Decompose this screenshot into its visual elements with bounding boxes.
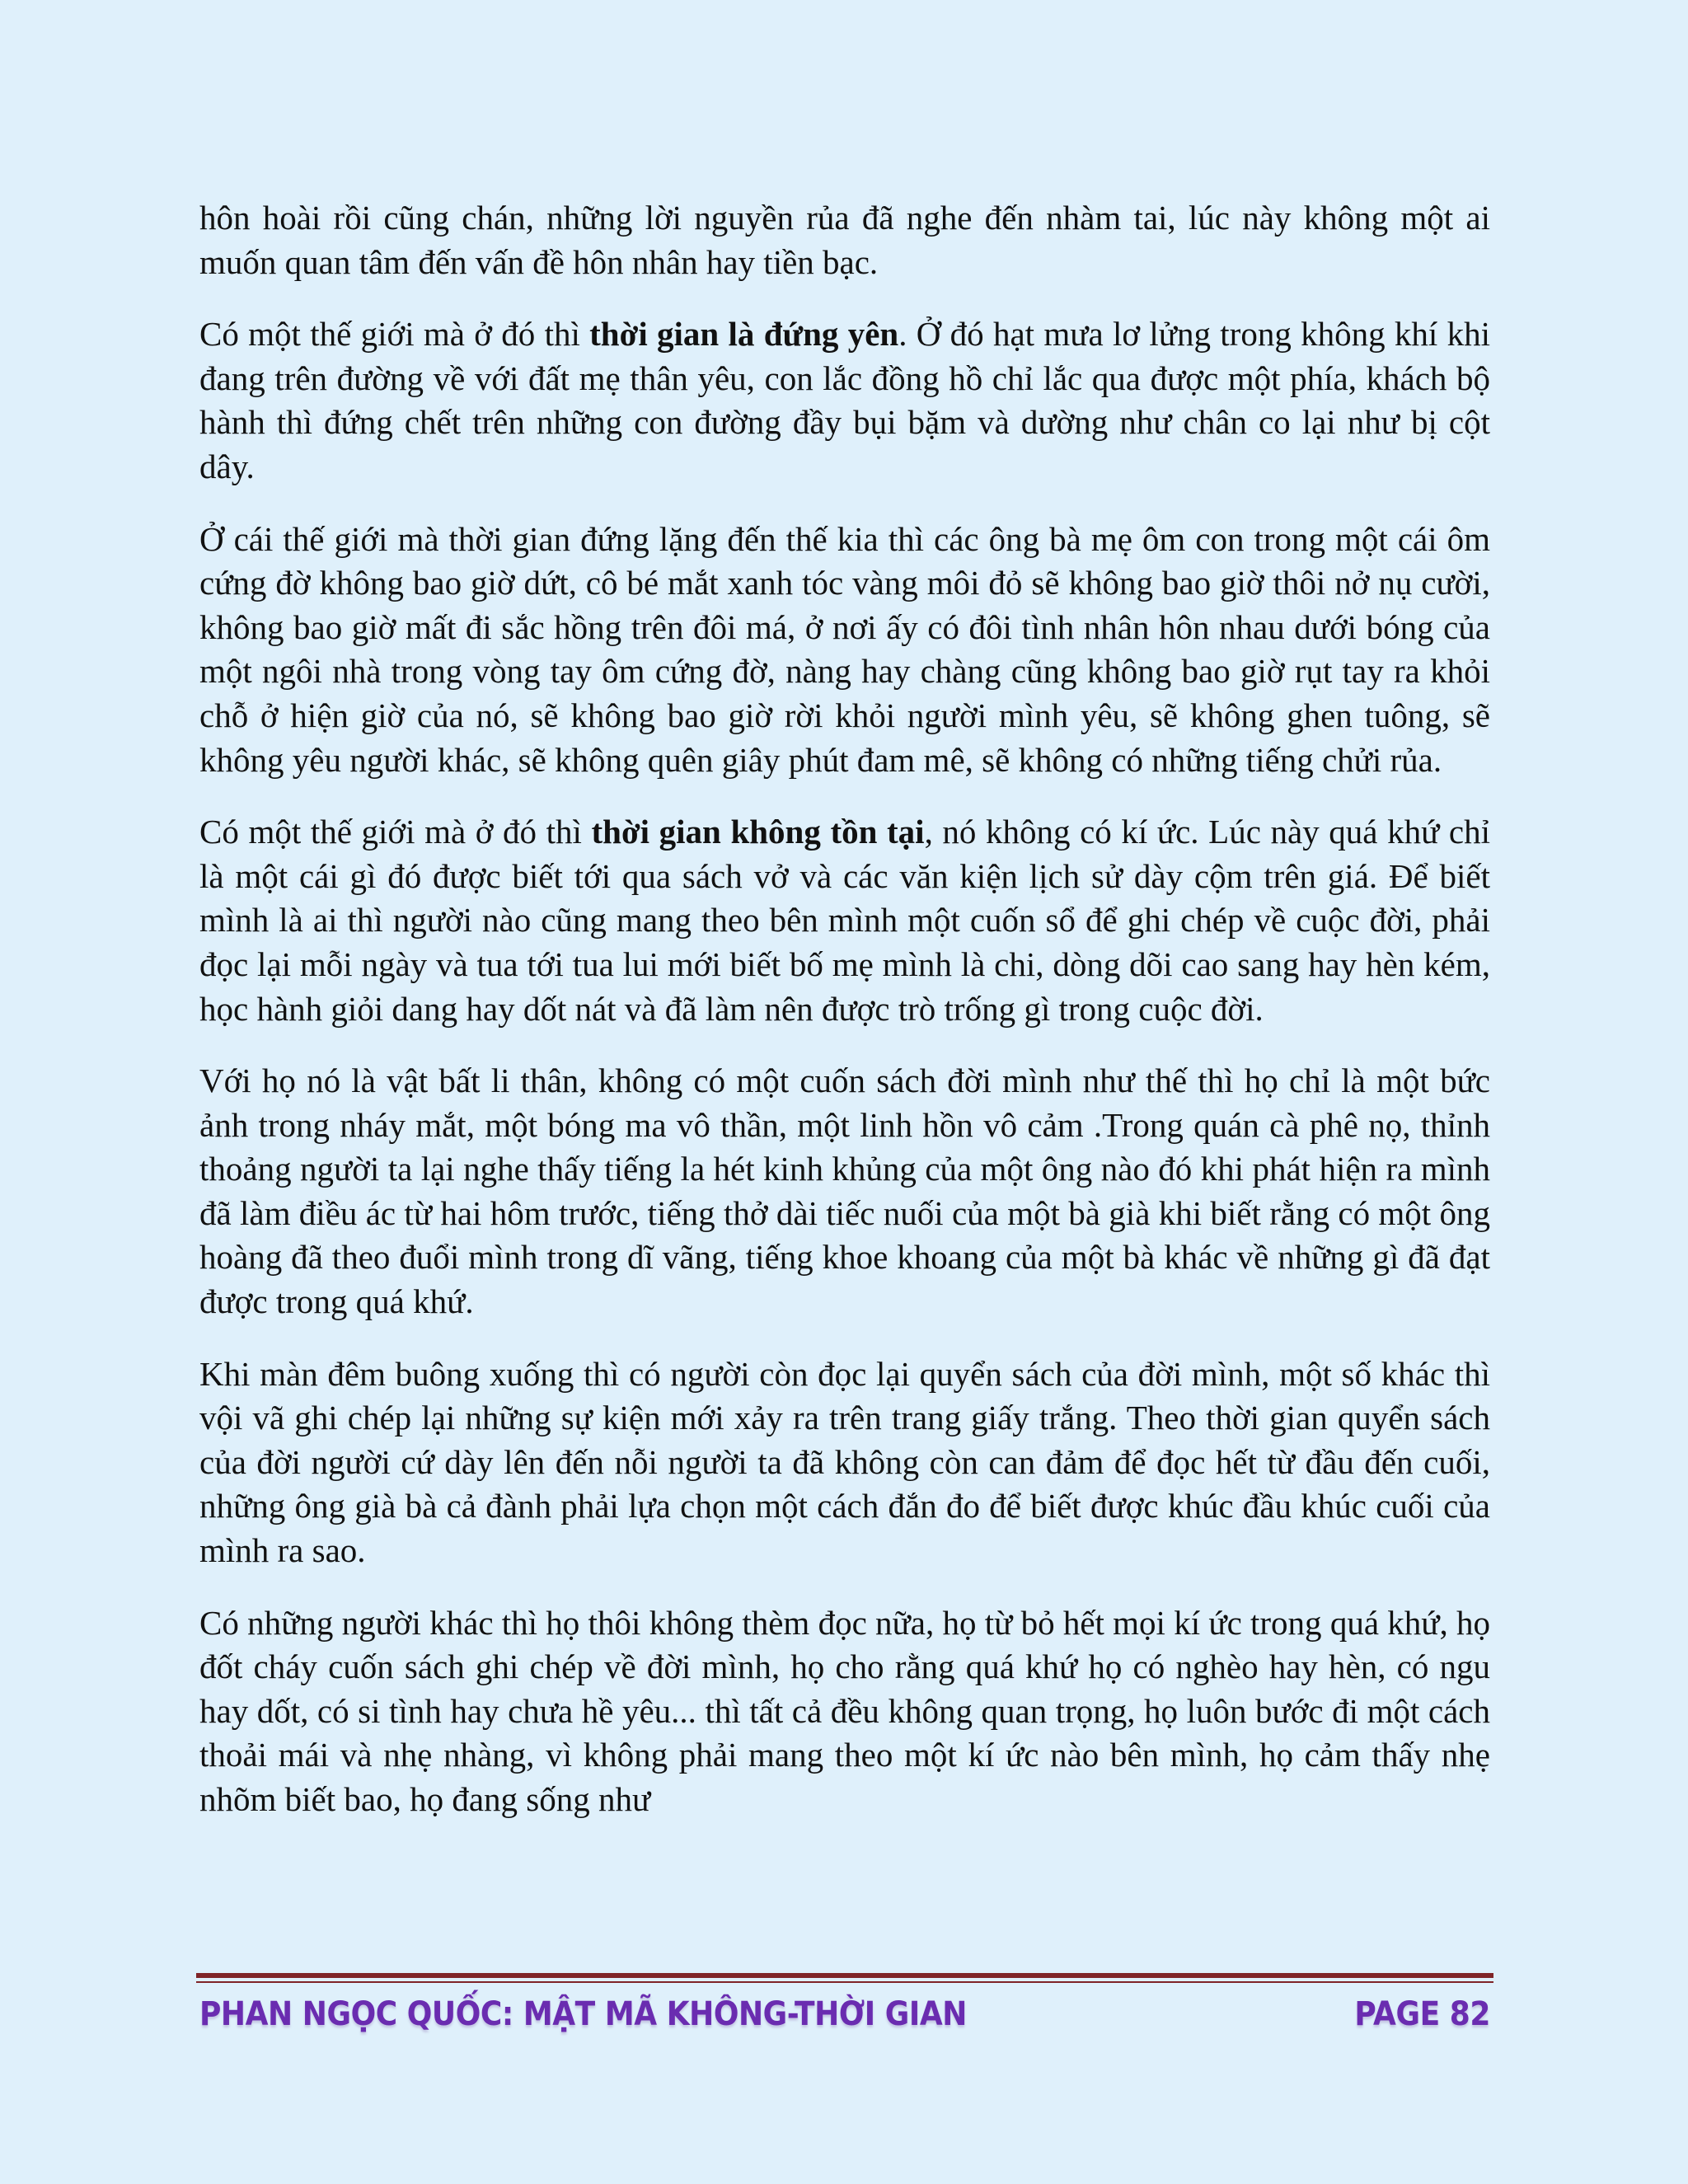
paragraph: [199, 1352, 1490, 1573]
paragraph-text: hôn hoài rồi cũng chán, những lời nguyền rủa đã nghe đến nhàm tai, lúc này không một ai muốn quan tâm đến vấn đề hôn nhân hay tiền bạc.: [199, 199, 1490, 281]
footer-book-title: PHAN NGỌC QUỐC: MẬT MÃ KHÔNG-THỜI GIAN: [199, 1995, 967, 2033]
page-body: [199, 196, 1490, 1850]
footer-rule-thick: [196, 1973, 1493, 1978]
bold-phrase: thời gian không tồn tại: [591, 813, 925, 851]
paragraph-text: Ở cái thế giới mà thời gian đứng lặng đến thế kia thì các ông bà mẹ ôm con trong một cái ôm cứng đờ không bao giờ dứt, cô bé mắt xanh tóc vàng môi đỏ sẽ không bao giờ thôi nở nụ cười, không bao giờ mất đi sắc hồng trên đôi má, ở nơi ấy có đôi tình nhân hôn nhau dưới bóng của một ngôi nhà trong vòng tay ôm cứng đờ, nàng hay chàng cũng không bao giờ rụt tay ra khỏi chỗ ở hiện giờ của nó, sẽ không bao giờ rời khỏi người mình yêu, sẽ không ghen tuông, sẽ không yêu người khác, sẽ không quên giây phút đam mê, sẽ không có những tiếng chửi rủa.: [199, 519, 1490, 779]
paragraph: [199, 312, 1490, 489]
paragraph-text: Có một thế giới mà ở đó thì: [199, 813, 592, 851]
bold-phrase: thời gian là đứng yên: [589, 315, 899, 354]
footer-page-number: PAGE 82: [1354, 1995, 1490, 2033]
paragraph-text: Có một thế giới mà ở đó thì: [199, 315, 590, 354]
paragraph: [199, 1601, 1490, 1822]
paragraph: [199, 1059, 1490, 1324]
paragraph-text: Khi màn đêm buông xuống thì có người còn đọc lại quyển sách của đời mình, một số khác thì vội vã ghi chép lại những sự kiện mới xảy ra trên trang giấy trắng. Theo thời gian quyển sách của đời người cứ dày lên đến nỗi người ta đã không còn can đảm để đọc hết từ đầu đến cuối, những ông già bà cả đành phải lựa chọn một cách đắn đo để biết được khúc đầu khúc cuối của mình ra sao.: [199, 1354, 1490, 1570]
paragraph-text: , nó không có kí ức. Lúc này quá khứ chỉ là một cái gì đó được biết tới qua sách vở và các văn kiện lịch sử dày cộm trên giá. Để biết mình là ai thì người nào cũng mang theo bên mình một cuốn sổ để ghi chép về cuộc đời, phải đọc lại mỗi ngày và tua tới tua lui mới biết bố mẹ mình là chi, dòng dõi cao sang hay hèn kém, học hành giỏi dang hay dốt nát và đã làm nên được trò trống gì trong cuộc đời.: [199, 813, 1490, 1028]
paragraph-text: Có những người khác thì họ thôi không thèm đọc nữa, họ từ bỏ hết mọi kí ức trong quá khứ, họ đốt cháy cuốn sách ghi chép về đời mình, họ cho rằng quá khứ họ có nghèo hay hèn, có ngu hay dốt, có si tình hay chưa hề yêu... thì tất cả đều không quan trọng, họ luôn bước đi một cách thoải mái và nhẹ nhàng, vì không phải mang theo một kí ức nào bên mình, họ cảm thấy nhẹ nhõm biết bao, họ đang sống như: [199, 1603, 1490, 1818]
paragraph: [199, 810, 1490, 1031]
page-footer: [199, 1985, 1490, 2044]
footer-rule-thin: [196, 1981, 1493, 1983]
paragraph-text: Với họ nó là vật bất li thân, không có một cuốn sách đời mình như thế thì họ chỉ là một bức ảnh trong nháy mắt, một bóng ma vô thần, một linh hồn vô cảm .Trong quán cà phê nọ, thỉnh thoảng người ta lại nghe thấy tiếng la hét kinh khủng của một ông nào đó khi phát hiện ra mình đã làm điều ác từ hai hôm trước, tiếng thở dài tiếc nuối của một bà già khi biết rằng có một ông hoàng đã theo đuổi mình trong dĩ vãng, tiếng khoe khoang của một bà khác về những gì đã đạt được trong quá khứ.: [199, 1062, 1490, 1321]
paragraph: [199, 518, 1490, 783]
paragraph-text: . Ở đó hạt mưa lơ lửng trong không khí khi đang trên đường về với đất mẹ thân yêu, con lắc đồng hồ chỉ lắc qua được một phía, khách bộ hành thì đứng chết trên những con đường đầy bụi bặm và dường như chân co lại như bị cột dây.: [199, 315, 1491, 485]
paragraph: [199, 196, 1490, 284]
